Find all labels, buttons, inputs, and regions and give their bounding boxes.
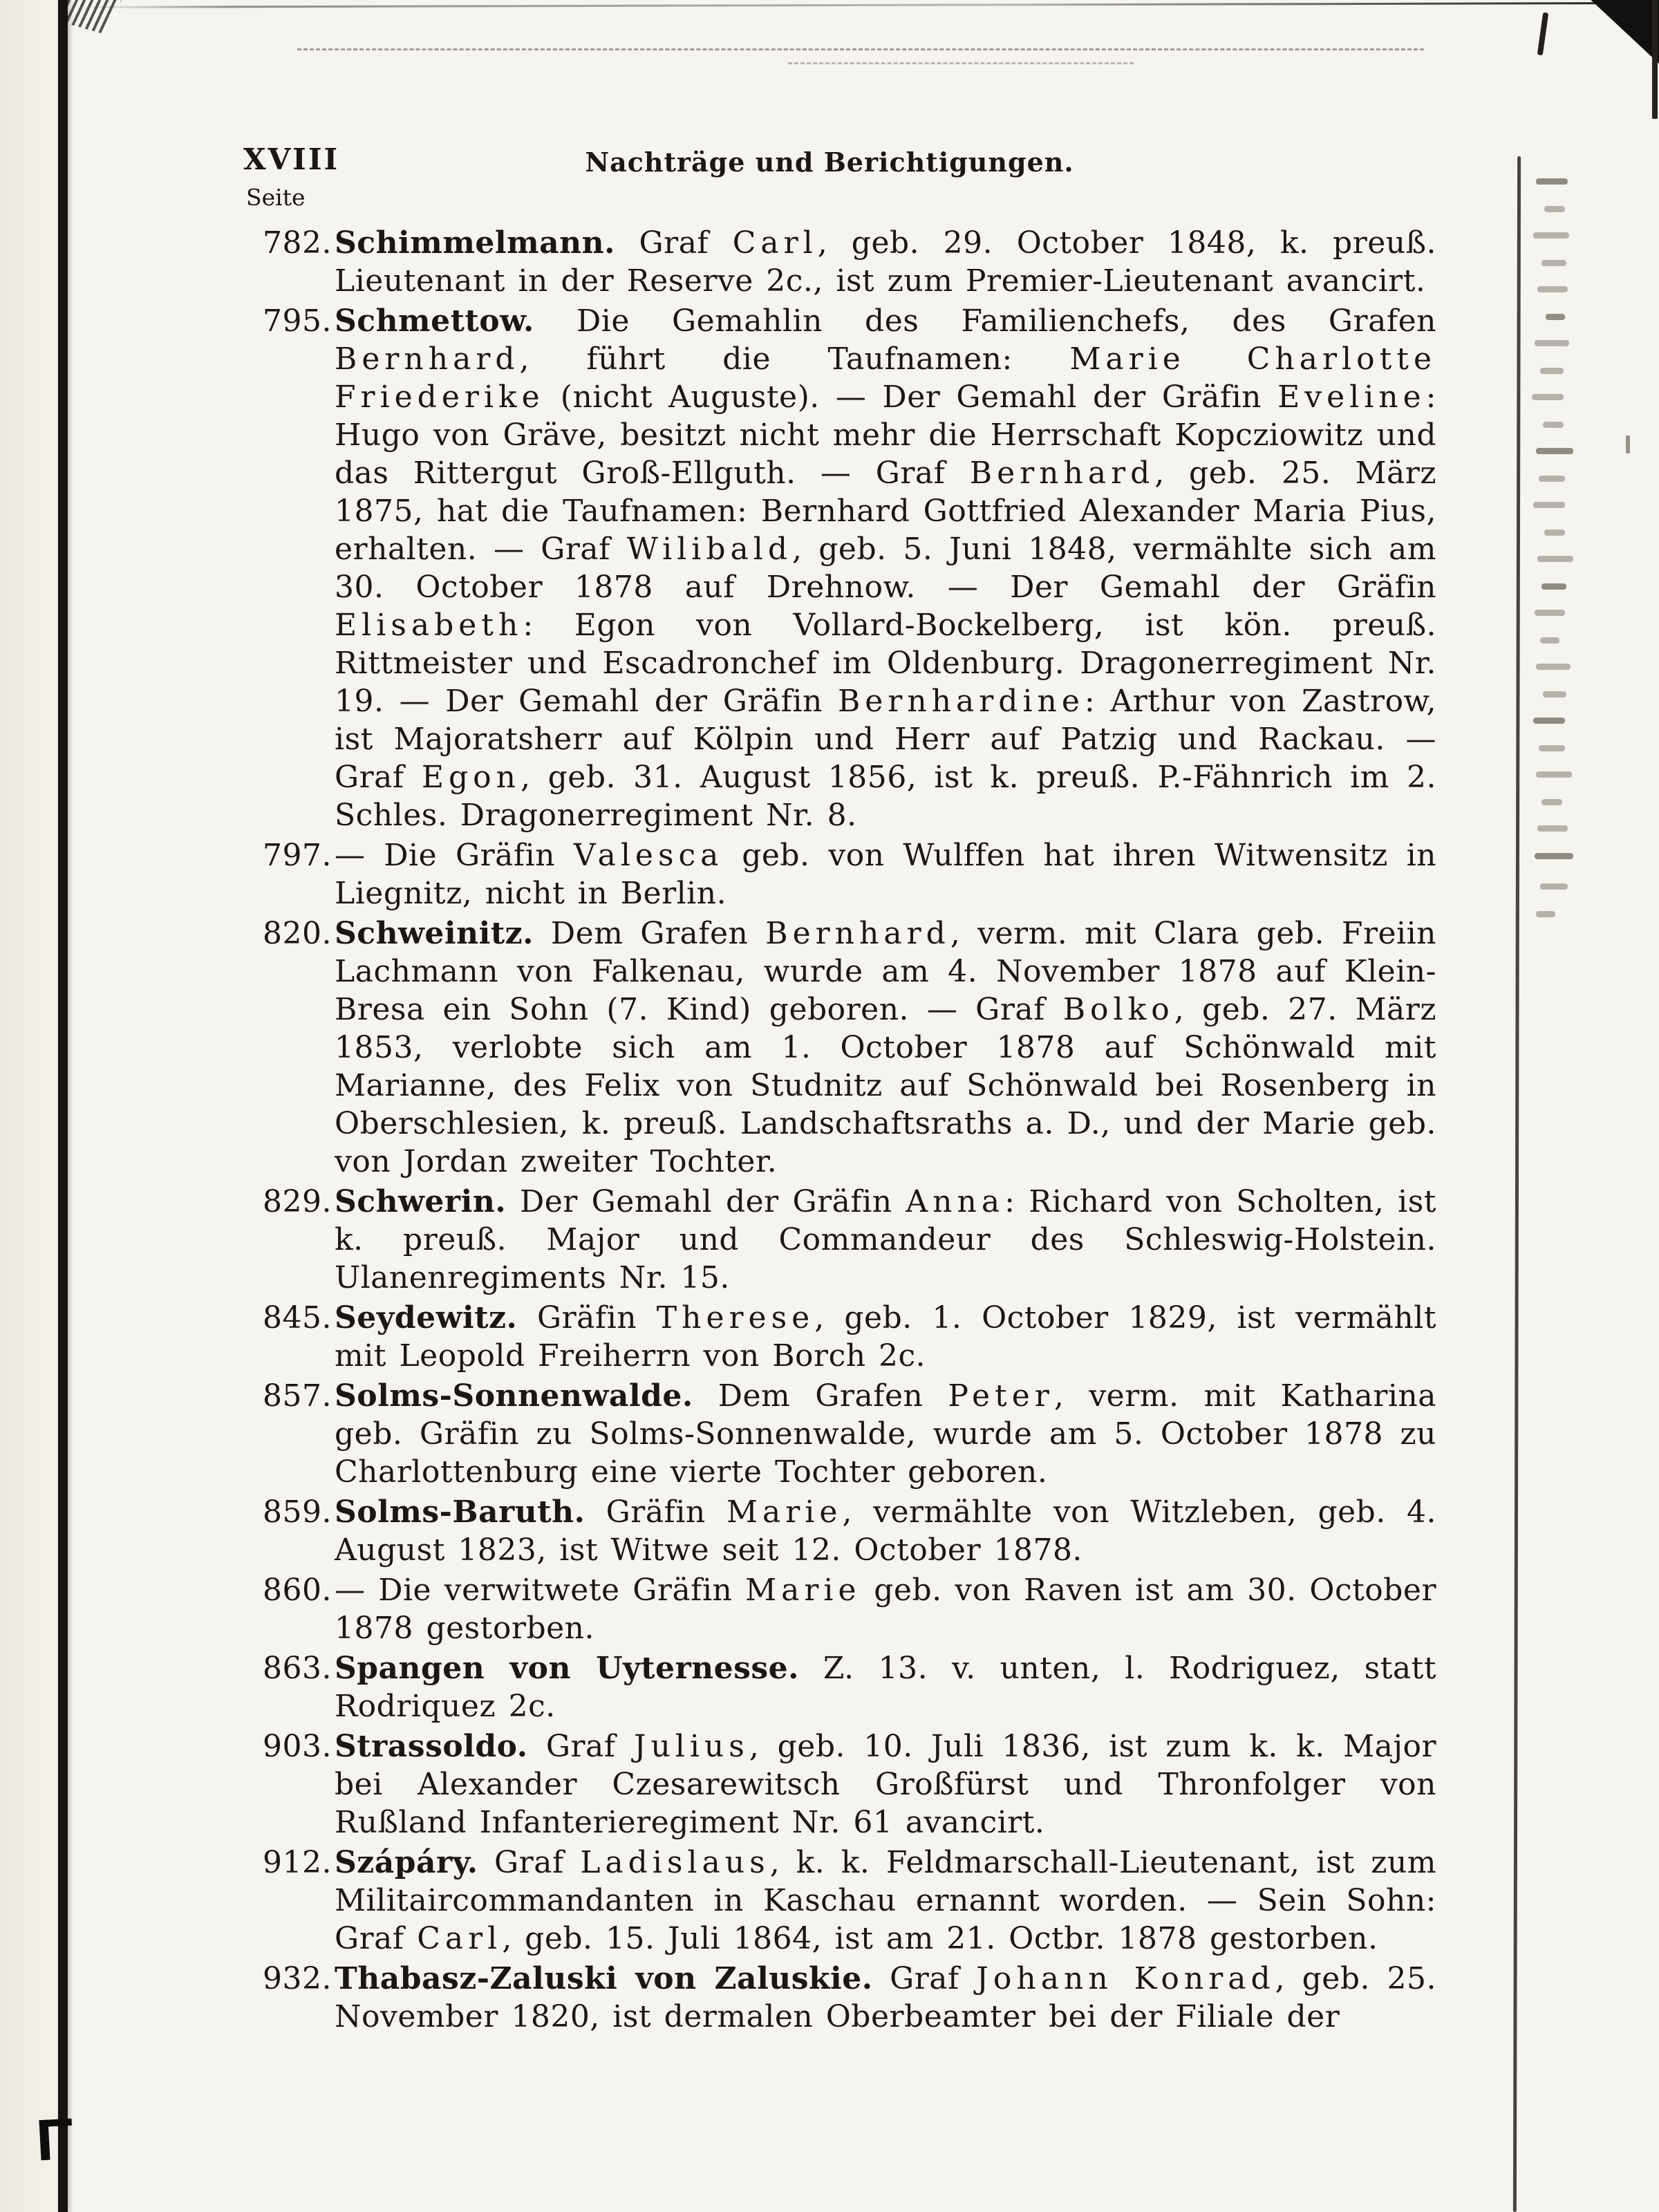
bleed-through-artifact (1544, 206, 1565, 212)
entries-list (263, 224, 1436, 2038)
bleed-through-artifact (1541, 583, 1566, 590)
scan-ink-mark-bottom-left (39, 2119, 74, 2160)
entry-text (335, 1300, 1436, 1374)
bleed-through-artifact (1537, 825, 1568, 832)
entry-segment-spaced: Bernhard (765, 916, 950, 951)
entry-segment-spaced: Marie (726, 1494, 843, 1530)
entry-segment-plain: Dem Grafen (693, 1378, 948, 1414)
entry-page-number: 912. (263, 1845, 332, 1880)
entry-segment-plain: — Die verwitwete Gräfin (335, 1573, 746, 1608)
entry-segment-spaced: Peter (948, 1378, 1054, 1414)
entry-segment-bold: Seydewitz. (335, 1300, 518, 1335)
bleed-through-artifact (1539, 476, 1565, 482)
entry-segment-bold: Schmettow. (335, 303, 534, 339)
entry-page-number: 845. (263, 1300, 332, 1335)
bleed-through-artifact (1536, 178, 1568, 185)
entry (263, 836, 1436, 912)
bleed-through-artifact (1535, 610, 1565, 616)
entry-segment-plain: (nicht Auguste). — Der Gemahl der Gräfin (544, 379, 1278, 415)
entry-segment-spaced: Egon (421, 760, 521, 795)
scan-page-edge-line (1513, 156, 1521, 2212)
bleed-through-artifact (1536, 911, 1555, 917)
entry-segment-spaced: Johann Konrad (976, 1961, 1275, 1996)
entry-page-number: 797. (263, 838, 332, 873)
bleed-through-artifact (1540, 368, 1564, 374)
entry-segment-plain: , vermählte von Witzleben, geb. 4. August 1823, ist Witwe seit 12. October 1878. (335, 1494, 1436, 1568)
entry-segment-bold: Schwerin. (335, 1184, 507, 1219)
entry-segment-bold: Strassoldo. (335, 1729, 528, 1764)
entry-segment-spaced: Bernhard (969, 456, 1155, 491)
entry-segment-plain: : Arthur von Zastrow, ist Majoratsherr auf Kölpin und Herr auf Patzig und Rackau. — Graf (335, 684, 1436, 795)
entry-segment-plain: Die Gemahlin des Familienchefs, des Grafen (534, 303, 1436, 339)
page-number-roman: XVIII (243, 142, 340, 176)
entry-segment-plain: — Die Gräfin (335, 838, 574, 873)
entry-segment-plain: , geb. 31. August 1856, ist k. preuß. P.-Fähnrich im 2. Schles. Dragonerregiment Nr. 8. (335, 760, 1436, 833)
bleed-through-artifact (1532, 394, 1564, 400)
entry-segment-bold: Schweinitz. (335, 916, 534, 951)
entry (263, 1844, 1436, 1958)
entry-segment-plain: Graf (872, 1961, 977, 1996)
entry-page-number: 829. (263, 1184, 332, 1219)
bleed-through-artifact (1540, 883, 1568, 890)
entry-segment-spaced: Carl (417, 1921, 503, 1956)
entry-text (335, 916, 1436, 1179)
entry-segment-bold: Schimmelmann. (335, 225, 615, 261)
bleed-through-artifact (1536, 771, 1572, 778)
scan-dashed-artifact-1 (297, 48, 1424, 50)
entry-page-number: 903. (263, 1729, 332, 1764)
entry-text (335, 1961, 1436, 2034)
entry-segment-plain: , k. k. Feldmarschall-Lieutenant, ist zum Militaircommandanten in Kaschau ernannt worden. — Sein Sohn: Graf (335, 1845, 1437, 1956)
entry-segment-spaced: Valesca (573, 838, 724, 873)
entry-page-number: 859. (263, 1494, 332, 1530)
entry-segment-spaced: Bolko (1062, 992, 1174, 1027)
bleed-through-artifact (1536, 448, 1573, 454)
entry-segment-plain: : Hugo von Gräve, besitzt nicht mehr die Herrschaft Kopcziowitz und das Rittergut Groß-Ellguth. — Graf (335, 379, 1436, 491)
bleed-through-artifact (1535, 340, 1569, 346)
entry-segment-plain: : Egon von Vollard-Bockelberg, ist kön. preuß. Rittmeister und Escadronchef im Oldenburg. Dragonerregiment Nr. 19. — Der Gemahl der Gräfin (335, 608, 1436, 719)
entry-segment-plain: , geb. 27. März 1853, verlobte sich am 1. October 1878 auf Schönwald mit Marianne, des Felix von Studnitz auf Schönwald bei Rosenberg in Oberschlesien, k. preuß. Landschaftsraths a. D., und der Marie geb. von Jordan zweiter Tochter. (335, 992, 1436, 1179)
entry-segment-spaced: Wilibald (626, 532, 793, 567)
entry-segment-spaced: Therese (656, 1300, 815, 1335)
bleed-through-artifact (1535, 853, 1573, 859)
bleed-through-artifact (1537, 286, 1568, 292)
entry (263, 1183, 1436, 1297)
entry-segment-plain: , verm. mit Katharina geb. Gräfin zu Solms-Sonnenwalde, wurde am 5. October 1878 zu Charlottenburg eine vierte Tochter geboren. (335, 1378, 1437, 1490)
bleed-through-artifact (1543, 691, 1566, 697)
entry-segment-plain: Gräfin (585, 1494, 727, 1530)
bleed-through-artifact (1543, 422, 1564, 428)
entry-segment-spaced: Julius (633, 1729, 749, 1764)
entry-segment-spaced: Bernhard (335, 341, 520, 377)
scan-dashed-artifact-2 (788, 62, 1134, 64)
bleed-through-artifact (1533, 718, 1565, 724)
scan-right-edge-sliver (1652, 0, 1658, 119)
bleed-through-artifact (1533, 502, 1565, 508)
entry-segment-plain: , führt die Taufnamen: (519, 341, 1070, 377)
entry-segment-spaced: Elisabeth (335, 608, 523, 643)
entry (263, 1727, 1436, 1841)
scan-top-edge-line (77, 2, 1606, 8)
entry (263, 1299, 1436, 1375)
page-title: Nachträge und Berichtigungen. (585, 147, 1074, 178)
entry-text (335, 225, 1436, 299)
bleed-through-artifact (1536, 664, 1571, 670)
bleed-through-artifact (1541, 260, 1566, 266)
entry-segment-plain: Graf (478, 1845, 581, 1880)
entry-segment-plain: , geb. 5. Juni 1848, vermählte sich am 30. October 1878 auf Drehnow. — Der Gemahl der Gräfin (335, 532, 1437, 605)
bleedthrough-column (1532, 178, 1626, 953)
entry-segment-plain: Gräfin (517, 1300, 657, 1335)
entry-page-number: 863. (263, 1651, 332, 1686)
entry-segment-spaced: Anna (906, 1184, 1005, 1219)
entry-segment-plain: : Richard von Scholten, ist k. preuß. Major und Commandeur des Schleswig-Holstein. Ulanenregiments Nr. 15. (335, 1184, 1436, 1295)
entry-page-number: 795. (263, 303, 332, 339)
entry-segment-plain: geb. von Wulffen hat ihren Witwensitz in Liegnitz, nicht in Berlin. (335, 838, 1436, 911)
entry (263, 302, 1436, 834)
entry-page-number: 857. (263, 1378, 332, 1414)
entry-text (335, 838, 1436, 911)
scan-torn-corner-hatch (68, 0, 122, 33)
entry-text (335, 1184, 1436, 1295)
entry-page-number: 860. (263, 1573, 332, 1608)
entry (263, 1571, 1436, 1647)
scan-corner-fold-mark (1582, 0, 1659, 64)
entry-segment-plain: , geb. 25. November 1820, ist dermalen Oberbeamter bei der Filiale der (335, 1961, 1436, 2034)
column-label-seite: Seite (246, 184, 306, 211)
entry-segment-spaced: Marie (745, 1573, 861, 1608)
entry-segment-plain: Z. 13. v. unten, l. Rodriguez, statt Rodriquez 2c. (335, 1651, 1436, 1724)
bleed-through-artifact (1544, 529, 1565, 536)
bleed-through-artifact (1533, 232, 1569, 238)
entry-segment-plain: , geb. 10. Juli 1836, ist zum k. k. Major bei Alexander Czesarewitsch Großfürst und Thronfolger von Rußland Infanterieregiment Nr. 61 avancirt. (335, 1729, 1437, 1840)
entry-segment-plain: , geb. 29. October 1848, k. preuß. Lieutenant in der Reserve 2c., ist zum Premier-Lieutenant avancirt. (335, 225, 1436, 299)
entry-segment-spaced: Eveline (1277, 379, 1426, 415)
scan-left-margin-wash (0, 0, 58, 2212)
entry-segment-spaced: Ladislaus (580, 1845, 770, 1880)
entry (263, 1493, 1436, 1569)
entry-segment-plain: Der Gemahl der Gräfin (506, 1184, 906, 1219)
bleed-through-artifact (1537, 556, 1573, 562)
bleed-through-artifact (1539, 745, 1565, 751)
entry-segment-bold: Spangen von Uyternesse. (335, 1651, 799, 1686)
entry-segment-plain: Graf (527, 1729, 634, 1764)
entry-segment-plain: Dem Grafen (533, 916, 766, 951)
entry-segment-bold: Thabasz-Zaluski von Zaluskie. (335, 1961, 873, 1996)
entry (263, 1960, 1436, 2036)
entry-text (335, 1729, 1436, 1840)
entry-segment-plain: geb. von Raven ist am 30. October 1878 gestorben. (335, 1573, 1436, 1646)
entry-segment-plain: , verm. mit Clara geb. Freiin Lachmann von Falkenau, wurde am 4. November 1878 auf Klein-Bresa ein Sohn (7. Kind) geboren. — Graf (335, 916, 1436, 1027)
entry-segment-bold: Solms-Sonnenwalde. (335, 1378, 693, 1414)
entry-segment-plain: , geb. 25. März 1875, hat die Taufnamen: Bernhard Gottfried Alexander Maria Pius, erhalten. — Graf (335, 456, 1437, 567)
entry-text (335, 1494, 1436, 1568)
entry-page-number: 932. (263, 1961, 332, 1996)
entry (263, 1649, 1436, 1725)
entry-text (335, 1573, 1436, 1646)
scan-left-edge-bar (58, 0, 68, 2212)
entry-text (335, 1845, 1436, 1956)
entry-text (335, 303, 1436, 833)
entry-segment-spaced: Carl (732, 225, 818, 261)
entry-text (335, 1651, 1436, 1724)
entry-segment-bold: Solms-Baruth. (335, 1494, 585, 1530)
bleed-through-artifact (1540, 637, 1559, 644)
entry (263, 1377, 1436, 1491)
entry (263, 915, 1436, 1181)
entry-page-number: 782. (263, 225, 332, 261)
entry-segment-spaced: Marie Charlotte Friederike (335, 341, 1436, 415)
entry-segment-bold: Szápáry. (335, 1845, 478, 1880)
scan-ink-mark-top-right (1537, 12, 1549, 56)
entry-segment-plain: Graf (615, 225, 733, 261)
bleed-through-artifact (1541, 799, 1562, 805)
entry-text (335, 1378, 1436, 1490)
entry-segment-spaced: Bernhardine (837, 684, 1085, 719)
bleed-through-artifact (1546, 314, 1565, 320)
entry-segment-plain: , geb. 1. October 1829, ist vermählt mit Leopold Freiherrn von Borch 2c. (335, 1300, 1436, 1374)
entry-page-number: 820. (263, 916, 332, 951)
entry-segment-plain: , geb. 15. Juli 1864, ist am 21. Octbr. 1878 gestorben. (502, 1921, 1378, 1956)
scan-ink-mark-right (1626, 435, 1630, 453)
entry (263, 224, 1436, 300)
